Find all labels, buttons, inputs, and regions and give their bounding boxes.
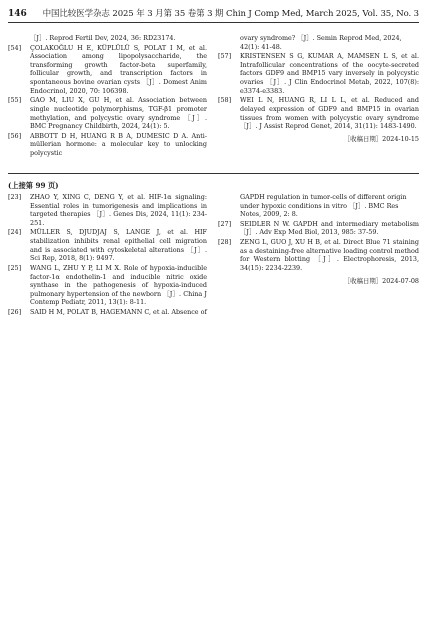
reference-text: MÜLLER S, DJUDJAJ S, LANGE J, et al. HIF stabilization inhibits renal epithelial cell migration and is associated with cytoskeletal alterations ［J］. Sci Rep, 2018, 8(1): 9497.	[30, 228, 207, 263]
reference-text: ovary syndrome? ［J］. Semin Reprod Med, 2024, 42(1): 41-48.	[240, 34, 402, 51]
reference-number: [55]	[8, 96, 22, 105]
reference-number: [54]	[8, 43, 22, 52]
section-divider	[8, 173, 419, 174]
reference-number: [27]	[218, 219, 232, 228]
reference-number: [23]	[8, 193, 22, 201]
reference-entry	[218, 220, 419, 237]
reference-entry	[8, 264, 207, 307]
header-rule	[8, 22, 419, 23]
reference-text: GAO M, LIU X, GU H, et al. Association between single nucleotide polymorphisms, TGF-β1 promoter methylation, and polycystic ovary syndrome ［J］. BMC Pregnancy Childbirth, 2024, 24(1): 5.	[30, 96, 207, 131]
reference-entry	[8, 228, 207, 262]
reference-text: KRISTENSEN S G, KUMAR A, MAMSEN L S, et al. Intrafollicular concentrations of the oocyte-secreted factors GDF9 and BMP15 vary inversely in polycystic ovaries ［J］. J Clin Endocrinol Metab, 2022, 107(8): e3374-e3383.	[240, 52, 419, 95]
reference-entry	[8, 132, 207, 158]
reference-text: WANG L, ZHU Y P, LI M X. Role of hypoxia-inducible factor-1α endothelin-1 and inducible nitric oxide synthase in the pathogenesis of hypoxia-induced pulmonary hypertension of the newborn ［J］. China J Contemp Pediatr, 2011, 13(1): 8-11.	[30, 263, 207, 307]
reference-text: ABBOTT D H, HUANG R B A, DUMESIC D A. Anti-müllerian hormone: a molecular key to unlocking polycystic	[30, 131, 207, 157]
continued-from-label: (上接第 99 页)	[8, 181, 59, 190]
reference-entry	[8, 44, 207, 95]
reference-text: ÇOLAKOĞLU H E, KÜPLÜLÜ S, POLAT I M, et al. Association among lipopolysaccharide, the transforming growth factor-beta superfamily, follicular growth, and transcription factors in spontaneous bovine ovarian cysts ［J］. Domest Anim Endocrinol, 2020, 70: 106398.	[30, 43, 207, 95]
bottom-left-column	[8, 193, 207, 318]
reference-entry	[218, 52, 419, 95]
reference-number: [26]	[8, 308, 22, 316]
reference-entry	[218, 193, 419, 219]
reference-entry	[8, 193, 207, 227]
bottom-right-column	[218, 193, 419, 285]
received-date: ［收稿日期］2024-07-08	[343, 276, 419, 285]
reference-number: [56]	[8, 131, 22, 140]
top-left-column	[8, 34, 207, 159]
reference-text: ZHAO Y, XING C, DENG Y, et al. HIF-1α signaling: Essential roles in tumorigenesis and implications in targeted therapies ［J］. Genes Dis, 2024, 11(1): 234-251.	[30, 193, 207, 227]
reference-text: SAID H M, POLAT B, HAGEMANN C, et al. Absence of	[30, 308, 207, 316]
received-date: ［收稿日期］2024-10-15	[343, 134, 419, 143]
reference-entry	[8, 34, 207, 43]
top-right-references	[218, 34, 419, 131]
reference-entry	[8, 96, 207, 130]
reference-number: [28]	[218, 238, 232, 247]
reference-text: WEI L N, HUANG R, LI L L, et al. Reduced and delayed expression of GDF9 and BMP15 in ovarian tissues from women with polycystic ovary syndrome ［J］. J Assist Reprod Genet, 2014, 31(11): 1483-1490.	[240, 96, 419, 131]
reference-number: [57]	[218, 52, 232, 61]
reference-entry	[218, 34, 419, 51]
reference-text: GAPDH regulation in tumor-cells of different origin under hypoxic conditions in vitro ［J］. BMC Res Notes, 2009, 2: 8.	[240, 193, 407, 219]
reference-text: ［J］. Reprod Fertil Dev, 2024, 36: RD23174.	[30, 34, 176, 42]
bottom-right-references	[218, 193, 419, 273]
top-right-column	[218, 34, 419, 143]
reference-entry	[218, 238, 419, 272]
page-number: 146	[8, 9, 27, 19]
reference-text: SEIDLER N W. GAPDH and intermediary metabolism ［J］. Adv Exp Med Biol, 2013, 985: 37-59.	[240, 219, 419, 237]
reference-number: [58]	[218, 96, 232, 105]
reference-number: [25]	[8, 263, 22, 272]
journal-line: 中国比较医学杂志 2025 年 3 月第 35 卷第 3 期 Chin J Comp Med, March 2025, Vol. 35, No. 3	[42, 9, 419, 19]
reference-number: [24]	[8, 228, 22, 237]
reference-entry	[8, 308, 207, 317]
reference-text: ZENG L, GUO J, XU H B, et al. Direct Blue 71 staining as a destaining-free alternative loading control method for Western blotting ［J］. Electrophoresis, 2013, 34(15): 2234-2239.	[240, 238, 419, 272]
reference-entry	[218, 96, 419, 130]
